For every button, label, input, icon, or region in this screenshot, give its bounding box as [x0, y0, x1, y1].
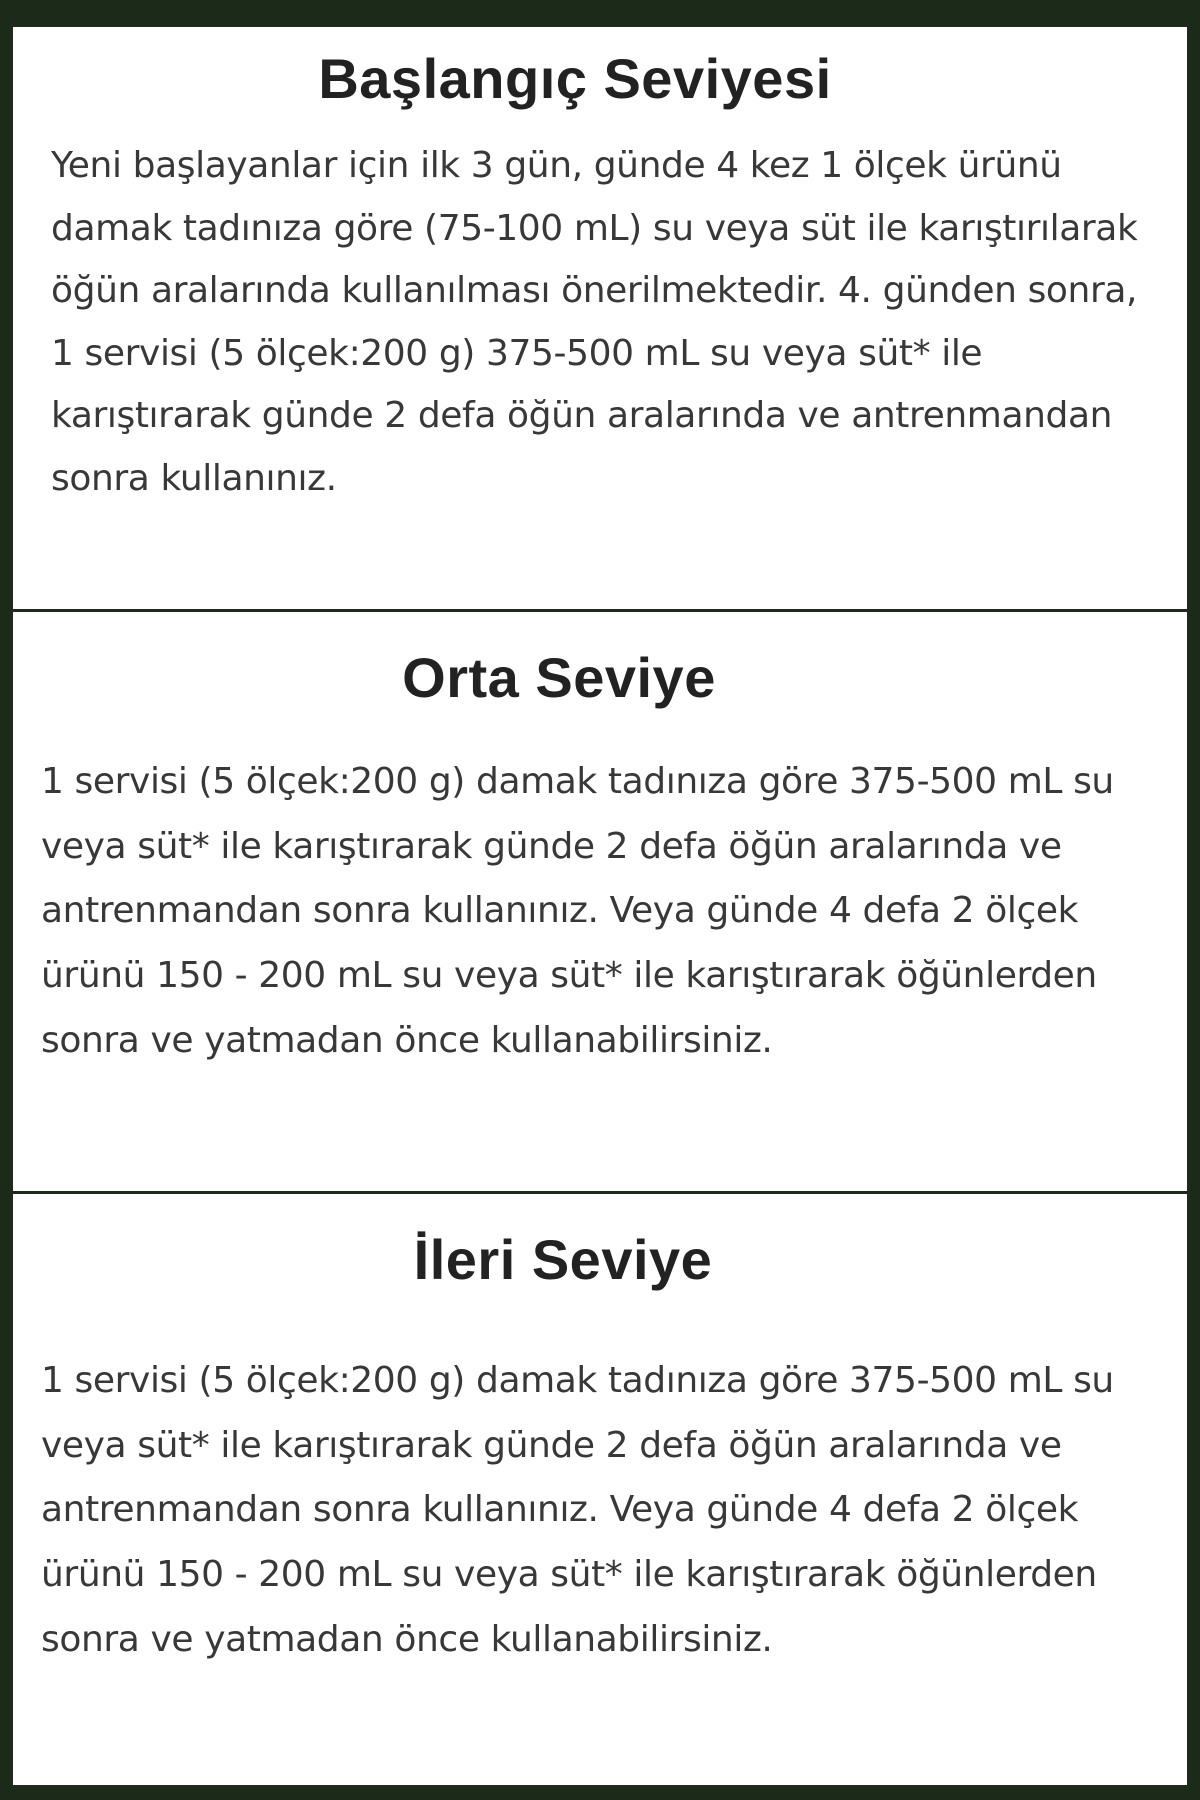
section-title-beginner: Başlangıç Seviyesi [318, 47, 832, 110]
section-advanced [13, 1191, 1187, 1788]
section-title-advanced: İleri Seviye [413, 1228, 713, 1291]
section-beginner [13, 27, 1187, 609]
section-title-intermediate: Orta Seviye [402, 646, 716, 709]
usage-table [10, 24, 1190, 1788]
section-intermediate [13, 609, 1187, 1191]
section-text-advanced: 1 servisi (5 ölçek:200 g) damak tadınıza göre 375-500 mL su veya süt* ile karıştırarak günde 2 defa öğün aralarında ve antrenmandan sonra kullanınız. Veya günde 4 defa 2 ölçek ürünü 150 - 200 mL su veya süt* ile karıştırarak öğünlerden sonra ve yatmadan önce kullanabilirsiniz. [41, 1360, 1114, 1660]
section-text-intermediate: 1 servisi (5 ölçek:200 g) damak tadınıza göre 375-500 mL su veya süt* ile karıştırarak günde 2 defa öğün aralarında ve antrenmandan sonra kullanınız. Veya günde 4 defa 2 ölçek ürünü 150 - 200 mL su veya süt* ile karıştırarak öğünlerden sonra ve yatmadan önce kullanabilirsiniz. [41, 761, 1114, 1061]
section-text-beginner: Yeni başlayanlar için ilk 3 gün, günde 4 kez 1 ölçek ürünü damak tadınıza göre (75-100 mL) su veya süt ile karıştırılarak öğün aralarında kullanılması önerilmektedir. 4. günden sonra, 1 servisi (5 ölçek:200 g) 375-500 mL su veya süt* ile karıştırarak günde 2 defa öğün aralarında ve antrenmandan sonra kullanınız. [51, 145, 1138, 499]
